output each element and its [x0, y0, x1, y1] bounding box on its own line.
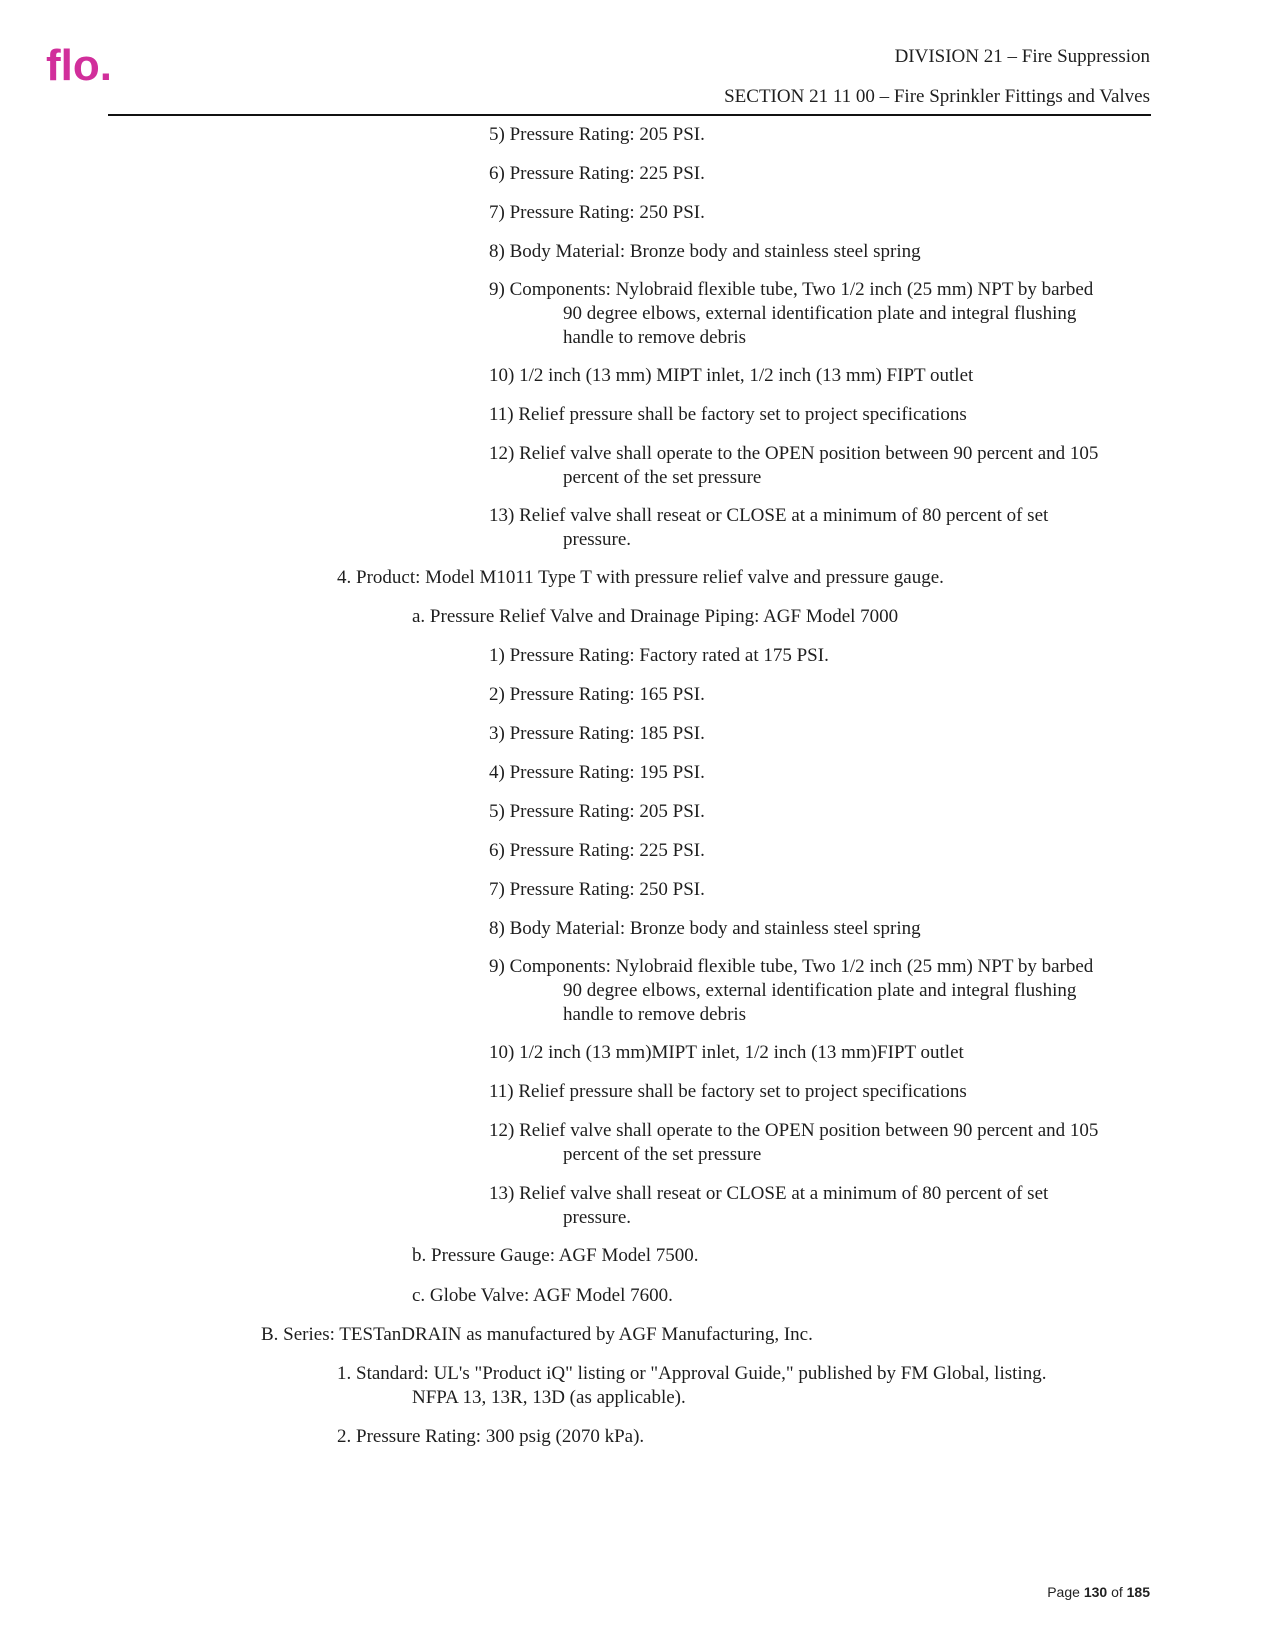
list-item-continuation: pressure. — [563, 529, 632, 550]
list-item: 6) Pressure Rating: 225 PSI. — [489, 840, 705, 861]
list-item-continuation: 90 degree elbows, external identification plate and integral flushing — [563, 303, 1077, 324]
standard-item: 1. Standard: UL's "Product iQ" listing or "Approval Guide," published by FM Global, listing. — [337, 1363, 1047, 1384]
list-item-continuation: 90 degree elbows, external identification plate and integral flushing — [563, 980, 1077, 1001]
list-item-continuation: pressure. — [563, 1207, 632, 1228]
list-item: 11) Relief pressure shall be factory set to project specifications — [489, 1081, 967, 1102]
division-title: DIVISION 21 – Fire Suppression — [894, 46, 1150, 67]
series-heading: B. Series: TESTanDRAIN as manufactured by AGF Manufacturing, Inc. — [261, 1324, 813, 1345]
page-footer — [1047, 1584, 1150, 1600]
product-heading: 4. Product: Model M1011 Type T with pressure relief valve and pressure gauge. — [337, 567, 944, 588]
list-item: 2) Pressure Rating: 165 PSI. — [489, 684, 705, 705]
logo-text: flo. — [46, 42, 112, 90]
list-item: 13) Relief valve shall reseat or CLOSE at a minimum of 80 percent of set — [489, 505, 1049, 526]
list-item-continuation: percent of the set pressure — [563, 1144, 762, 1165]
sub-item-b: b. Pressure Gauge: AGF Model 7500. — [412, 1245, 699, 1266]
list-item: 13) Relief valve shall reseat or CLOSE at a minimum of 80 percent of set — [489, 1183, 1049, 1204]
list-item: 5) Pressure Rating: 205 PSI. — [489, 124, 705, 145]
list-item-continuation: percent of the set pressure — [563, 467, 762, 488]
list-item: 10) 1/2 inch (13 mm)MIPT inlet, 1/2 inch (13 mm)FIPT outlet — [489, 1042, 964, 1063]
list-item: 12) Relief valve shall operate to the OPEN position between 90 percent and 105 — [489, 443, 1099, 464]
list-item: 6) Pressure Rating: 225 PSI. — [489, 163, 705, 184]
list-item: 8) Body Material: Bronze body and stainless steel spring — [489, 241, 921, 262]
list-item: 8) Body Material: Bronze body and stainless steel spring — [489, 918, 921, 939]
page-label: Page — [1047, 1584, 1080, 1600]
list-item: 11) Relief pressure shall be factory set to project specifications — [489, 404, 967, 425]
section-title: SECTION 21 11 00 – Fire Sprinkler Fittings and Valves — [724, 86, 1150, 107]
sub-item-c: c. Globe Valve: AGF Model 7600. — [412, 1285, 673, 1306]
of-label: of — [1111, 1584, 1123, 1600]
list-item: 12) Relief valve shall operate to the OPEN position between 90 percent and 105 — [489, 1120, 1099, 1141]
list-item: 9) Components: Nylobraid flexible tube, Two 1/2 inch (25 mm) NPT by barbed — [489, 279, 1094, 300]
list-item: 9) Components: Nylobraid flexible tube, Two 1/2 inch (25 mm) NPT by barbed — [489, 956, 1094, 977]
flo-logo — [46, 42, 142, 90]
list-item: 5) Pressure Rating: 205 PSI. — [489, 801, 705, 822]
pressure-item: 2. Pressure Rating: 300 psig (2070 kPa). — [337, 1426, 645, 1447]
header-divider — [108, 114, 1151, 116]
list-item: 1) Pressure Rating: Factory rated at 175 PSI. — [489, 645, 829, 666]
standard-item-continuation: NFPA 13, 13R, 13D (as applicable). — [412, 1387, 686, 1408]
page-number: 130 — [1083, 1584, 1108, 1600]
page-total: 185 — [1126, 1584, 1150, 1600]
list-item: 10) 1/2 inch (13 mm) MIPT inlet, 1/2 inch (13 mm) FIPT outlet — [489, 365, 974, 386]
list-item: 4) Pressure Rating: 195 PSI. — [489, 762, 705, 783]
list-item: 3) Pressure Rating: 185 PSI. — [489, 723, 705, 744]
list-item-continuation: handle to remove debris — [563, 1004, 747, 1025]
sub-item-a: a. Pressure Relief Valve and Drainage Piping: AGF Model 7000 — [412, 606, 899, 627]
list-item: 7) Pressure Rating: 250 PSI. — [489, 879, 705, 900]
list-item-continuation: handle to remove debris — [563, 327, 747, 348]
list-item: 7) Pressure Rating: 250 PSI. — [489, 202, 705, 223]
